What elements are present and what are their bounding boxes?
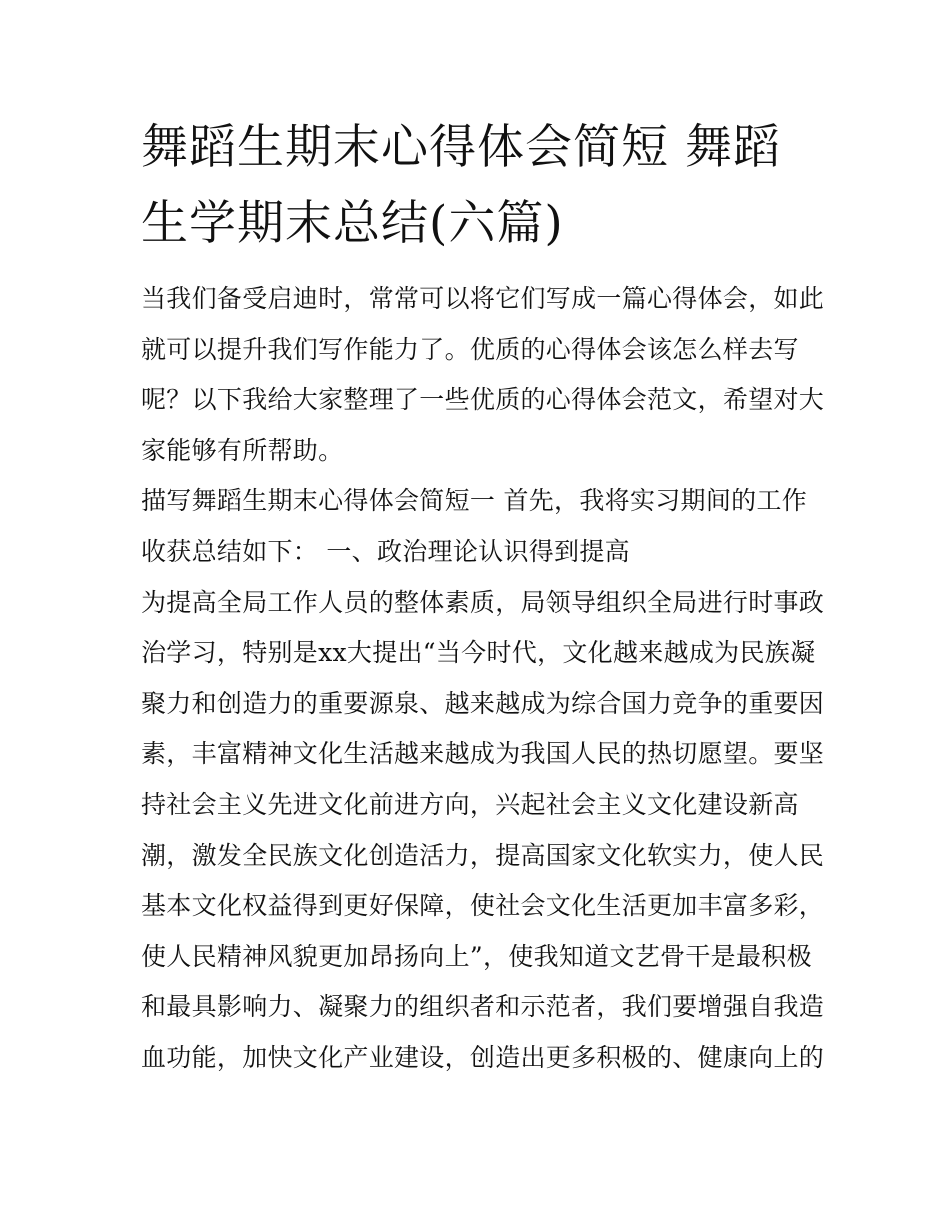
title-line: 舞蹈生期末心得体会简短 舞蹈: [141, 120, 781, 175]
text-line: 家能够有所帮助。: [141, 435, 344, 465]
text-line: 呢？以下我给大家整理了一些优质的心得体会范文，希望对大: [141, 385, 825, 415]
text-line: 基本文化权益得到更好保障，使社会文化生活更加丰富多彩，: [141, 891, 825, 921]
document-page: [141, 110, 825, 1084]
text-line: 当我们备受启迪时，常常可以将它们写成一篇心得体会，如此: [141, 284, 825, 313]
intro-paragraph: [141, 274, 825, 476]
text-line: 素，丰富精神文化生活越来越成为我国人民的热切愿望。要坚: [141, 739, 825, 769]
text-line: 血功能，加快文化产业建设，创造出更多积极的、健康向上的: [141, 1042, 825, 1072]
title-line: 生学期末总结(六篇): [141, 196, 564, 251]
section-heading-paragraph: [141, 476, 813, 577]
document-title: [141, 110, 813, 262]
body-paragraph: [141, 578, 825, 1084]
text-line: 使人民精神风貌更加昂扬向上”，使我知道文艺骨干是最积极: [141, 941, 812, 971]
text-line: 潮，激发全民族文化创造活力，提高国家文化软实力，使人民: [141, 840, 825, 870]
text-line: 为提高全局工作人员的整体素质，局领导组织全局进行时事政: [141, 587, 825, 617]
text-line: 描写舞蹈生期末心得体会简短一 首先，我将实习期间的工作: [141, 486, 808, 516]
text-line: 收获总结如下： 一、政治理论认识得到提高: [141, 536, 630, 566]
text-line: 和最具影响力、凝聚力的组织者和示范者，我们要增强自我造: [141, 992, 825, 1022]
text-line: 持社会主义先进文化前进方向，兴起社会主义文化建设新高: [141, 789, 799, 819]
text-line: 治学习，特别是xx大提出“当今时代，文化越来越成为民族凝: [141, 638, 816, 668]
text-line: 聚力和创造力的重要源泉、越来越成为综合国力竞争的重要因: [141, 688, 825, 718]
text-line: 就可以提升我们写作能力了。优质的心得体会该怎么样去写: [141, 334, 799, 364]
